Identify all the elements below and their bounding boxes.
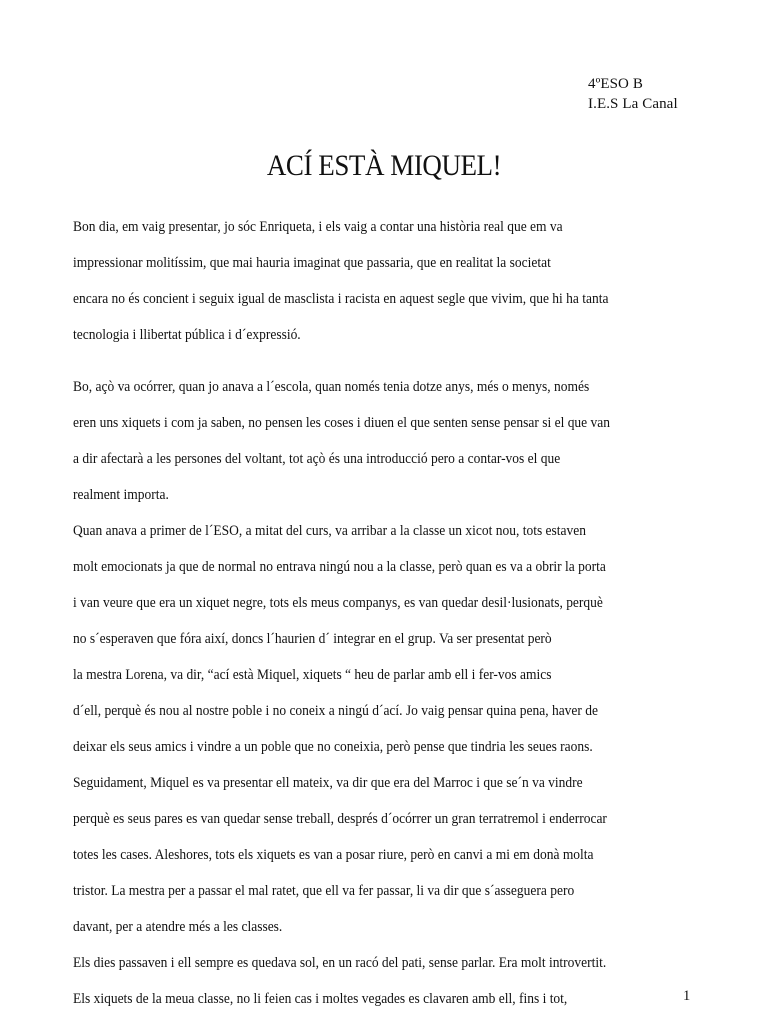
- text-line: davant, per a atendre més a les classes.: [73, 919, 283, 935]
- text-line: Els xiquets de la meua classe, no li feien cas i moltes vegades es clavaren amb ell, fins i tot,: [73, 991, 568, 1007]
- text-line: la mestra Lorena, va dir, “ací està Miquel, xiquets “ heu de parlar amb ell i fer-vos amics: [73, 667, 552, 683]
- text-line: molt emocionats ja que de normal no entrava ningú nou a la classe, però quan es va a obrir la porta: [73, 559, 606, 575]
- text-line: Quan anava a primer de l´ESO, a mitat del curs, va arribar a la classe un xicot nou, tots estaven: [73, 523, 586, 539]
- text-line: Seguidament, Miquel es va presentar ell mateix, va dir que era del Marroc i que se´n va vindre: [73, 775, 583, 791]
- text-line: totes les cases. Aleshores, tots els xiquets es van a posar riure, però en canvi a mi em donà molta: [73, 847, 594, 863]
- text-line: tecnologia i llibertat pública i d´expressió.: [73, 327, 301, 343]
- document-header: [588, 74, 678, 114]
- page-number: 1: [683, 988, 691, 1004]
- document-body: [73, 214, 713, 1022]
- text-line: d´ell, perquè és nou al nostre poble i no coneix a ningú d´ací. Jo vaig pensar quina pena, haver de: [73, 703, 598, 719]
- document-title: ACÍ ESTÀ MIQUEL!: [266, 149, 502, 182]
- text-line: impressionar molitíssim, que mai hauria imaginat que passaria, que en realitat la societat: [73, 255, 551, 271]
- text-line: eren uns xiquets i com ja saben, no pensen les coses i diuen el que senten sense pensar si el que van: [73, 415, 611, 431]
- text-line: a dir afectarà a les persones del voltant, tot açò és una introducció pero a contar-vos el que: [73, 451, 561, 467]
- text-line: Bo, açò va ocórrer, quan jo anava a l´escola, quan només tenia dotze anys, més o menys, només: [73, 379, 590, 395]
- text-line: realment importa.: [73, 487, 169, 503]
- text-line: i van veure que era un xiquet negre, tots els meus companys, es van quedar desil·lusionats, perquè: [73, 595, 603, 611]
- text-line: no s´esperaven que fóra així, doncs l´haurien d´ integrar en el grup. Va ser presentat però: [73, 631, 552, 647]
- text-line: Bon dia, em vaig presentar, jo sóc Enriqueta, i els vaig a contar una història real que em va: [73, 219, 563, 235]
- school-label: I.E.S La Canal: [588, 96, 678, 112]
- class-label: 4ºESO B: [588, 76, 643, 92]
- text-line: perquè es seus pares es van quedar sense treball, després d´ocórrer un gran terratremol i enderrocar: [73, 811, 607, 827]
- text-line: deixar els seus amics i vindre a un poble que no coneixia, però pense que tindria les seues raons.: [73, 739, 593, 755]
- text-line: tristor. La mestra per a passar el mal ratet, que ell va fer passar, li va dir que s´asseguera pero: [73, 883, 575, 899]
- text-line: Els dies passaven i ell sempre es quedava sol, en un racó del pati, sense parlar. Era molt introvertit.: [73, 955, 607, 971]
- text-line: encara no és concient i seguix igual de masclista i racista en aquest segle que vivim, que hi ha tanta: [73, 291, 609, 307]
- paragraph-gap: [73, 358, 713, 374]
